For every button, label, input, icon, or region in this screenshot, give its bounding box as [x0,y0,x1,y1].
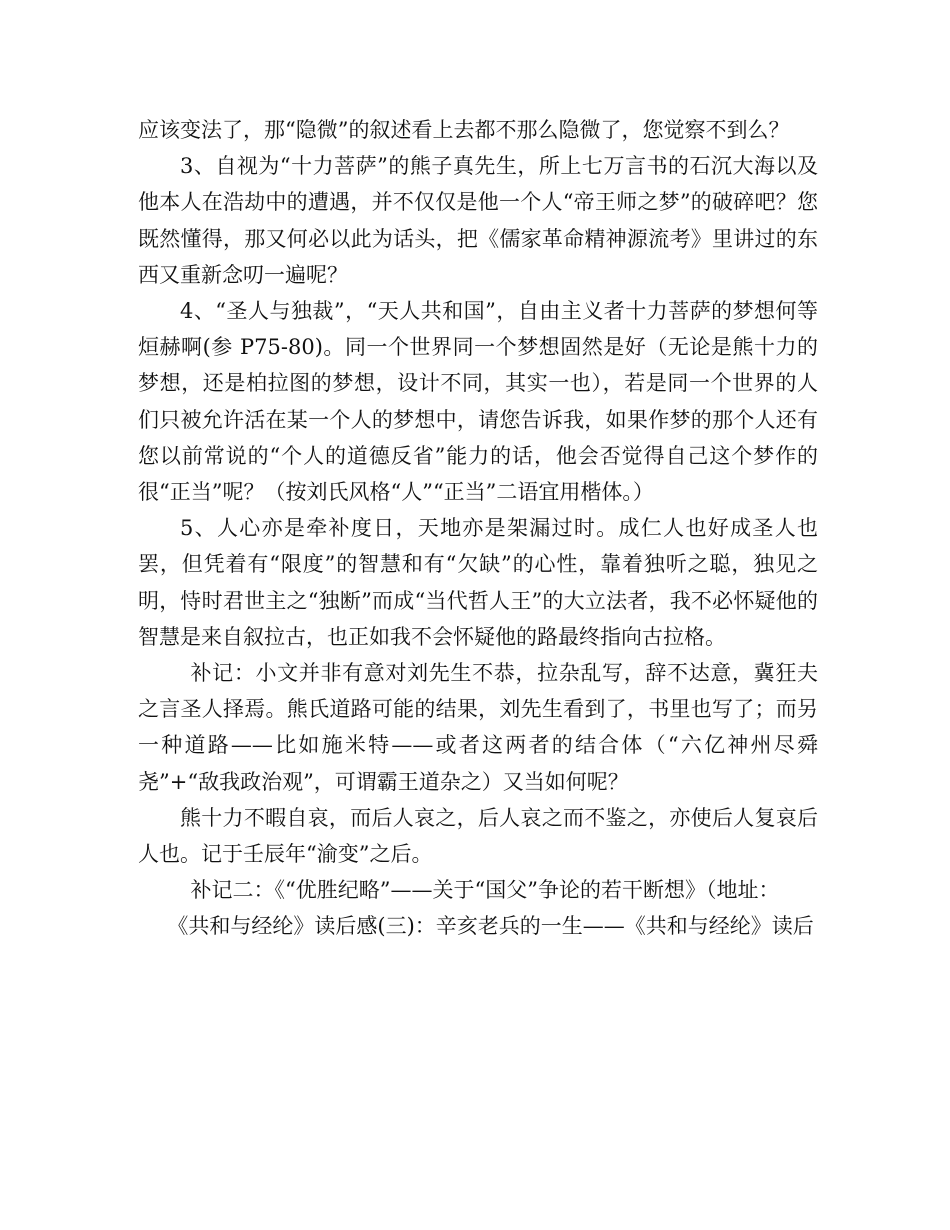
paragraph-point-5: 5、人心亦是牵补度日，天地亦是架漏过时。成仁人也好成圣人也罢，但凭着有“限度”的智慧和有“欠缺”的心性，靠着独听之聪，独见之明，恃时君世主之“独断”而成“当代哲人王”的大立法者，我不必怀疑他的智慧是来自叙拉古，也正如我不会怀疑他的路最终指向古拉格。 [138,516,818,649]
paragraph-postscript: 补记：小文并非有意对刘先生不恭，拉杂乱写，辞不达意，冀狂夫之言圣人择焉。熊氏道路可能的结果，刘先生看到了，书里也写了；而另一种道路——比如施米特——或者这两者的结合体（“六亿神州尽舜尧”+“敌我政治观”，可谓霸王道杂之）又当如何呢？ [138,661,818,794]
paragraph-postscript-two: 补记二：《“优胜纪略”——关于“国父”争论的若干断想》（地址： [190,878,780,903]
paragraph-closing-note: 熊十力不暇自哀，而后人哀之，后人哀之而不鉴之，亦使后人复哀后人也。记于壬辰年“渝变”之后。 [138,805,818,867]
paragraph-continuation: 应该变法了，那“隐微”的叙述看上去都不那么隐微了，您觉察不到么？ [138,118,790,142]
document-page [138,112,818,945]
paragraph-review-title: 《共和与经纶》读后感(三)：辛亥老兵的一生——《共和与经纶》读后 [167,914,814,939]
paragraph-point-3: 3、自视为“十力菩萨”的熊子真先生，所上七万言书的石沉大海以及他本人在浩劫中的遭遇，并不仅仅是他一个人“帝王师之梦”的破碎吧？您既然懂得，那又何必以此为话头，把《儒家革命精神源流考》里讲过的东西又重新念叨一遍呢？ [138,154,818,287]
paragraph-point-4: 4、“圣人与独裁”，“天人共和国”，自由主义者十力菩萨的梦想何等烜赫啊(参 P75-80)。同一个世界同一个梦想固然是好（无论是熊十力的梦想，还是柏拉图的梦想，设计不同，其实一也），若是同一个世界的人们只被允许活在某一个人的梦想中，请您告诉我，如果作梦的那个人还有您以前常说的“个人的道德反省”能力的话，他会否觉得自己这个梦作的很“正当”呢？（按刘氏风格“人”“正当”二语宜用楷体。） [138,299,818,505]
